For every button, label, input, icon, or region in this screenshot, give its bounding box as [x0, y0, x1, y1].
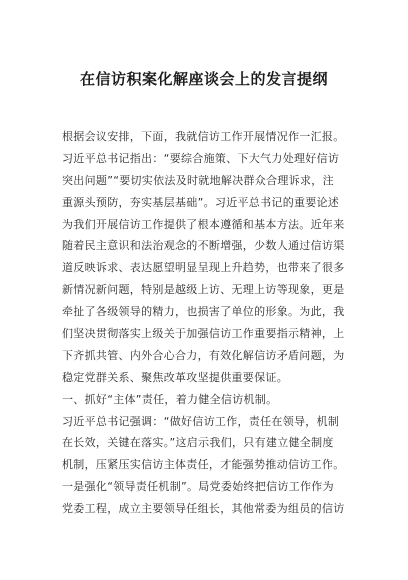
body-line: 道反映诉求、表达愿望明显呈现上升趋势，也带来了很多 [62, 261, 345, 275]
section-heading: 一、抓好“主体”责任，着力健全信访机制。 [62, 392, 278, 406]
body-line: 在长效，关键在落实。”这启示我们，只有建立健全制度 [62, 436, 334, 450]
body-line: 习近平总书记指出：“要综合施策、下大气力处理好信访 [62, 151, 340, 165]
body-line: 新情况新问题，特别是越级上访、无理上访等现象，更是 [62, 283, 345, 297]
body-line: 习近平总书记强调：“做好信访工作，责任在领导，机制 [62, 414, 340, 428]
body-line: 根据会议安排，下面，我就信访工作开展情况作一汇报。 [62, 130, 345, 143]
body-line: 们坚决贯彻落实上级关于加强信访工作重要指示精神，上 [62, 327, 345, 341]
body-line: 为我们开展信访工作提供了根本遵循和基本方法。近年来 [62, 217, 345, 231]
body-line: 牵扯了各级领导的精力，也损害了单位的形象。为此，我 [62, 305, 345, 319]
body-line: 随着民主意识和法治观念的不断增强，少数人通过信访渠 [62, 239, 345, 253]
document-title: 在信访积案化解座谈会上的发言提纲 [79, 70, 328, 88]
body-line: 重源头预防，夯实基层基础”。习近平总书记的重要论述 [62, 195, 340, 209]
body-line: 突出问题”“要切实依法及时就地解决群众合理诉求，注 [62, 173, 334, 187]
body-line: 党委工程，成立主要领导任组长，其他常委为组员的信访 [62, 502, 345, 516]
document-body [62, 126, 362, 520]
body-line: 一是强化“领导责任机制”。局党委始终把信访工作作为 [62, 480, 334, 494]
body-line: 下齐抓共管、内外合心合力，有效化解信访矛盾问题，为 [62, 348, 345, 362]
body-line: 机制，压紧压实信访主体责任，才能强势推动信访工作。 [62, 458, 345, 472]
body-line: 稳定党群关系、聚焦改革攻坚提供重要保证。 [62, 370, 288, 384]
